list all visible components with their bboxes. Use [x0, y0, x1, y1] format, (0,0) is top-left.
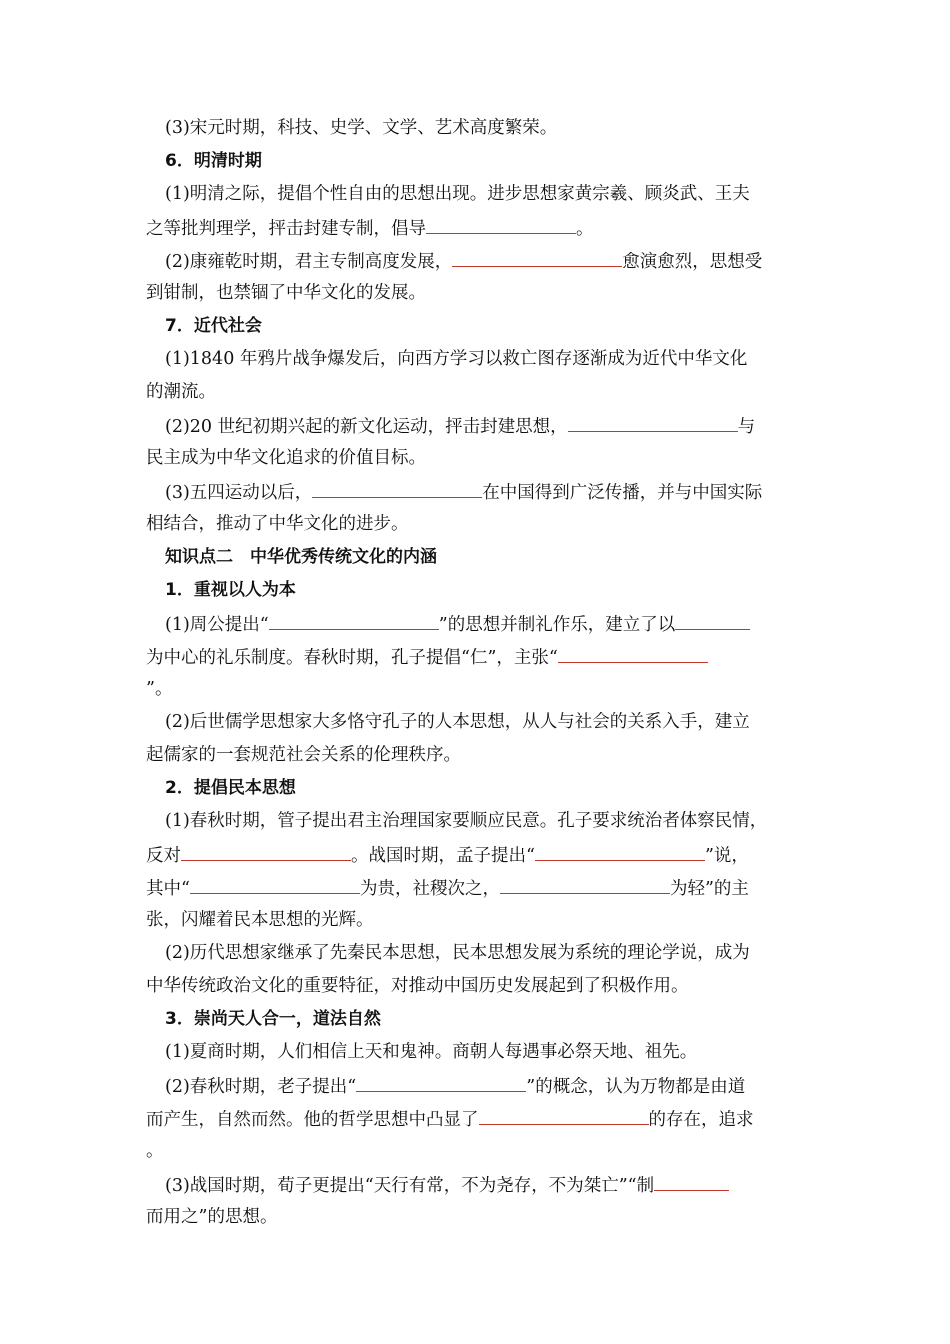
text: ”的思想并制礼作乐，建立了以: [438, 615, 676, 635]
para-ming-qing-1b: [146, 215, 594, 241]
text: 反对: [146, 846, 181, 866]
para-minben-1d: 张，闪耀着民本思想的光辉。: [146, 910, 374, 930]
para-minben-2b: 中华传统政治文化的重要特征，对推动中国历史发展起到了积极作用。: [146, 976, 689, 996]
text: (1)周公提出“: [165, 615, 269, 635]
fill-blank[interactable]: [190, 875, 360, 894]
text: (2)春秋时期，老子提出“: [165, 1077, 357, 1097]
text: 的存在，追求: [648, 1110, 754, 1130]
fill-blank[interactable]: [675, 611, 750, 630]
fill-blank[interactable]: [312, 479, 482, 498]
text: (2)康雍乾时期，君主专制高度发展，: [165, 252, 453, 272]
para-ming-qing-2b: 到钳制，也禁锢了中华文化的发展。: [146, 283, 426, 303]
para-people-2a: (2)后世儒学思想家大多恪守孔子的人本思想，从人与社会的关系入手，建立: [165, 712, 750, 732]
para-tianren-3a: [165, 1172, 729, 1198]
para-tianren-2b: [146, 1106, 754, 1132]
text: 与: [737, 417, 756, 437]
para-minben-1b: [146, 842, 749, 868]
para-people-2b: 起儒家的一套规范社会关系的伦理秩序。: [146, 745, 461, 765]
text: 其中“: [146, 879, 190, 899]
text: ”的概念，认为万物都是由道: [526, 1077, 746, 1097]
text: 而产生，自然而然。他的哲学思想中凸显了: [146, 1110, 479, 1130]
para-tianren-2c: 。: [146, 1141, 164, 1161]
fill-blank[interactable]: [356, 1073, 526, 1092]
para-modern-2b: 民主成为中华文化追求的价值目标。: [146, 448, 426, 468]
para-modern-3b: 相结合，推动了中华文化的进步。: [146, 514, 409, 534]
fill-blank[interactable]: [654, 1172, 729, 1191]
para-ming-qing-1a: (1)明清之际，提倡个性自由的思想出现。进步思想家黄宗羲、顾炎武、王夫: [165, 184, 750, 204]
text: ”说，: [704, 846, 749, 866]
fill-blank[interactable]: [181, 842, 351, 861]
fill-blank[interactable]: [568, 413, 738, 432]
fill-blank[interactable]: [558, 644, 708, 663]
para-modern-2a: [165, 413, 755, 439]
heading-minben: 2．提倡民本思想: [165, 778, 296, 798]
text: 为轻”的主: [669, 879, 749, 899]
section-title-knowledge-2: 知识点二 中华优秀传统文化的内涵: [165, 547, 437, 567]
para-tianren-3b: 而用之”的思想。: [146, 1207, 278, 1227]
para-minben-1a: (1)春秋时期，管子提出君主治理国家要顺应民意。孔子要求统治者体察民情，: [165, 811, 768, 831]
text: 在中国得到广泛传播，并与中国实际: [482, 483, 763, 503]
para-song-yuan: (3)宋元时期，科技、史学、文学、艺术高度繁荣。: [165, 118, 558, 138]
para-tianren-1: (1)夏商时期，人们相信上天和鬼神。商朝人每遇事必祭天地、祖先。: [165, 1042, 698, 1062]
fill-blank[interactable]: [269, 611, 439, 630]
fill-blank[interactable]: [426, 215, 576, 234]
fill-blank[interactable]: [479, 1106, 649, 1125]
para-minben-2a: (2)历代思想家继承了先秦民本思想，民本思想发展为系统的理论学说，成为: [165, 943, 750, 963]
text: 为贵，社稷次之，: [359, 879, 500, 899]
text: 。: [576, 219, 594, 239]
para-minben-1c: [146, 875, 749, 901]
heading-modern: 7．近代社会: [165, 316, 262, 336]
fill-blank[interactable]: [500, 875, 670, 894]
fill-blank[interactable]: [535, 842, 705, 861]
para-modern-1a: (1)1840 年鸦片战争爆发后，向西方学习以救亡图存逐渐成为近代中华文化: [165, 349, 748, 369]
text: 之等批判理学，抨击封建专制，倡导: [146, 219, 426, 239]
text: 为中心的礼乐制度。春秋时期，孔子提倡“仁”，主张“: [146, 648, 558, 668]
text: 愈演愈烈，思想受: [622, 252, 763, 272]
heading-tianren: 3．崇尚天人合一，道法自然: [165, 1009, 381, 1029]
para-tianren-2a: [165, 1073, 745, 1099]
para-modern-3a: [165, 479, 762, 505]
text: 。战国时期，孟子提出“: [351, 846, 535, 866]
para-ming-qing-2a: [165, 248, 762, 274]
text: (3)战国时期，荀子更提出“天行有常，不为尧存，不为桀亡”“制: [165, 1176, 655, 1196]
fill-blank[interactable]: [452, 248, 622, 267]
text: (2)20 世纪初期兴起的新文化运动，抨击封建思想，: [165, 417, 568, 437]
text: (3)五四运动以后，: [165, 483, 313, 503]
para-modern-1b: 的潮流。: [146, 382, 216, 402]
para-people-1b: [146, 644, 708, 670]
heading-people-oriented: 1．重视以人为本: [165, 580, 296, 600]
para-people-1c: ”。: [146, 679, 173, 699]
para-people-1a: [165, 611, 750, 637]
heading-ming-qing: 6．明清时期: [165, 151, 262, 171]
